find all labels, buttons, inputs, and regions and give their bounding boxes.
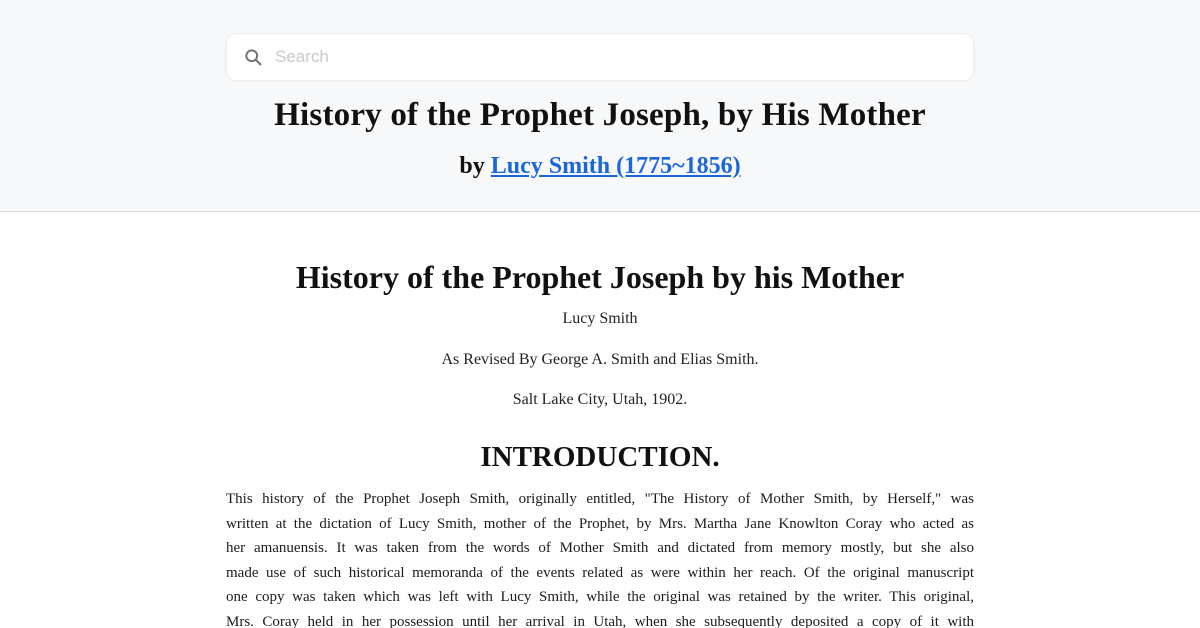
introduction-paragraph <box>226 487 974 628</box>
paragraph-line: This history of the Prophet Joseph Smith, originally entitled, "The History of Mother Smith, by Herself," was <box>226 490 974 507</box>
paragraph-line: made use of such historical memoranda of the events related as were within her reach. Of the original manuscript <box>226 564 974 581</box>
paragraph-line: Mrs. Coray held in her possession until her arrival in Utah, when she subsequently deposited a copy of it with <box>226 613 974 628</box>
search-input[interactable] <box>275 34 957 80</box>
document-body <box>0 212 1200 628</box>
author-link[interactable]: Lucy Smith (1775~1856) <box>490 153 741 179</box>
site-title: History of the Prophet Joseph, by His Mother <box>274 97 926 133</box>
byline-prefix: by <box>459 153 485 179</box>
document-author: Lucy Smith <box>562 309 638 327</box>
search-icon <box>243 47 263 67</box>
site-header <box>0 0 1200 212</box>
paragraph-line: written at the dictation of Lucy Smith, mother of the Prophet, by Mrs. Martha Jane Knowlton Coray who acted as <box>226 515 974 532</box>
search-bar[interactable] <box>226 33 974 81</box>
introduction-heading: INTRODUCTION. <box>480 441 720 474</box>
document-revision-note: As Revised By George A. Smith and Elias Smith. <box>441 351 759 369</box>
paragraph-line: her amanuensis. It was taken from the words of Mother Smith and dictated from memory mostly, but she also <box>226 540 974 557</box>
site-byline <box>0 153 1200 179</box>
document-imprint: Salt Lake City, Utah, 1902. <box>512 391 688 409</box>
paragraph-line: one copy was taken which was left with Lucy Smith, while the original was retained by the writer. This original, <box>226 589 974 606</box>
document-title: History of the Prophet Joseph by his Mother <box>295 259 905 295</box>
